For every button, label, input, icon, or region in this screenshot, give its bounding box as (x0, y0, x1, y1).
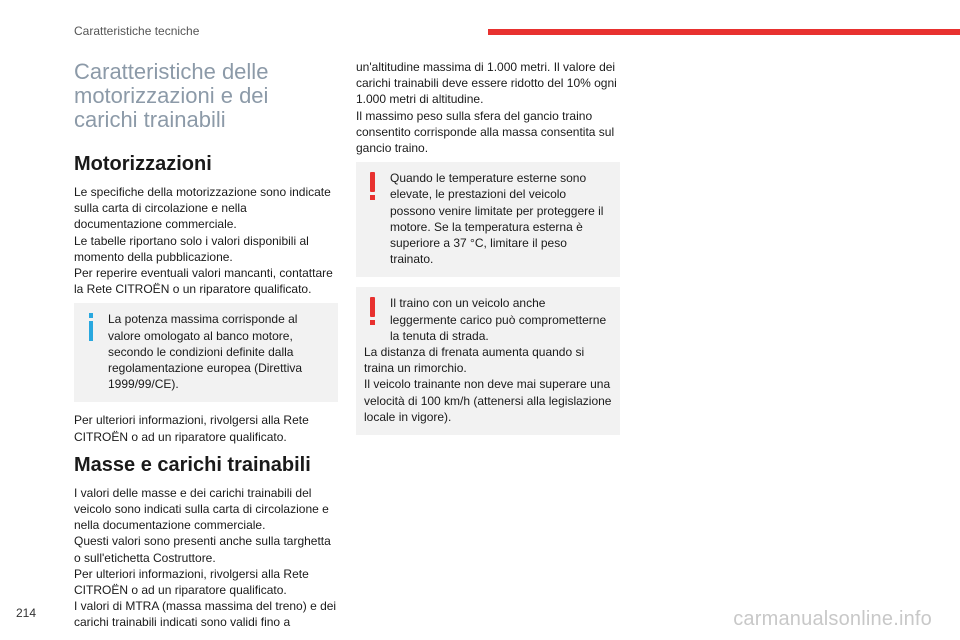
paragraph: Per reperire eventuali valori mancanti, contattare la Rete CITROËN o un riparatore qualificato. (74, 266, 333, 297)
paragraph: Le tabelle riportano solo i valori disponibili al momento della pubblicazione. (74, 233, 309, 264)
page-number: 214 (16, 606, 37, 620)
warning-icon (368, 297, 378, 325)
paragraph: Questi valori sono presenti anche sulla targhetta o sull'etichetta Costruttore. (74, 534, 331, 565)
paragraph: un'altitudine massima di 1.000 metri. Il valore dei carichi trainabili deve essere ridotto del 10% ogni 1.000 metri di altitudine. (356, 60, 617, 107)
warning-text: Il traino con un veicolo anche leggermente carico può comprometterne la tenuta di strada. (390, 296, 607, 343)
warning-box-towing (356, 287, 620, 435)
watermark: carmanualsonline.info (733, 608, 932, 630)
warning-text: Quando le temperature esterne sono elevate, le prestazioni del veicolo possono venire limitate per proteggere il motore. Se la temperatura esterna è superiore a 37 °C, limitare il peso trainato. (390, 171, 604, 267)
section-title-engines: Motorizzazioni (74, 153, 212, 175)
info-note-text: La potenza massima corrisponde al valore omologato al banco motore, secondo le condizioni definite dalla regolamentazione europea (Direttiva 1999/99/CE). (108, 312, 303, 392)
page-title: Caratteristiche delle motorizzazioni e dei carichi trainabili (74, 59, 269, 132)
paragraph: Il massimo peso sulla sfera del gancio traino consentito corrisponde alla massa consentita sul gancio traino. (356, 108, 615, 156)
section-title-masses: Masse e carichi trainabili (74, 453, 311, 476)
paragraph: Le specifiche della motorizzazione sono indicate sulla carta di circolazione e nella documentazione commerciale. (74, 185, 331, 232)
info-note-box (74, 303, 338, 402)
paragraph: Per ulteriori informazioni, rivolgersi alla Rete CITROËN o ad un riparatore qualificato. (74, 566, 309, 598)
info-icon (86, 313, 96, 341)
warning-box-temperature (356, 162, 620, 277)
warning-text: Il veicolo trainante non deve mai superare una velocità di 100 km/h (attenersi alla legislazione locale in vigore). (364, 377, 612, 424)
paragraph: I valori di MTRA (massa massima del treno) e dei carichi trainabili indicati sono validi fino a (74, 599, 337, 630)
left-column (74, 56, 338, 631)
warning-icon (368, 172, 378, 200)
warning-text: La distanza di frenata aumenta quando si traina un rimorchio. (364, 345, 585, 376)
paragraph: Per ulteriori informazioni, rivolgersi alla Rete CITROËN o ad un riparatore qualificato. (74, 413, 309, 444)
paragraph: I valori delle masse e dei carichi trainabili del veicolo sono indicati sulla carta di circolazione e nella documentazione commerciale. (74, 485, 329, 533)
header-section-label: Caratteristiche tecniche (74, 24, 200, 38)
right-column (356, 59, 620, 445)
header-accent-bar (488, 29, 960, 35)
